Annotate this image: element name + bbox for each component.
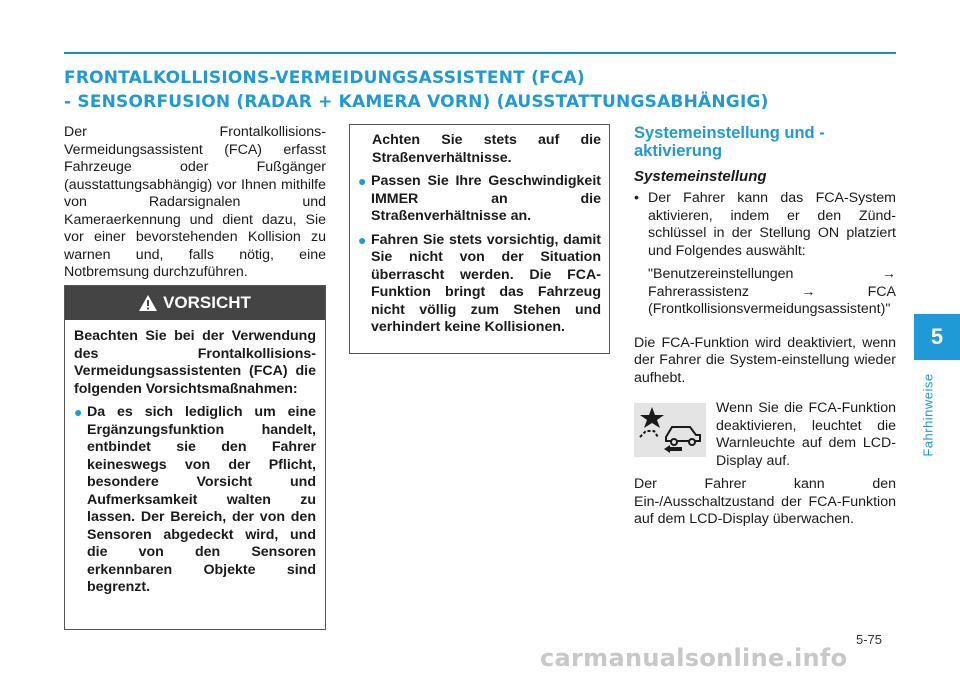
road-bullet-text: Passen Sie Ihre Geschwindigkeit IMMER an die Straßenverhältnisse an.: [371, 173, 601, 224]
section-title: [64, 66, 884, 114]
settings-bullet-text: Der Fahrer kann das FCA-System aktivieren, indem er den Zünd-schlüssel in der Stellung ON platziert und Folgendes auswählt:: [648, 190, 896, 259]
warning-light-text: Wenn Sie die FCA-Funktion deaktivieren, leuchtet die Warnleuchte auf dem LCD-Display auf.: [716, 400, 896, 469]
caution-header: [65, 286, 325, 320]
list-item: [358, 232, 601, 337]
bullet-dot-icon: ●: [74, 404, 83, 420]
menu-item-fca-full: (Frontkollisionsvermeidungsassistent)": [648, 301, 891, 317]
list-item: [74, 404, 316, 597]
caution-body: [65, 320, 325, 597]
chapter-tab: 5: [914, 314, 960, 360]
caution-lead: Beachten Sie bei der Verwendung des Frontalkollisions-Vermeidungsassistenten (FCA) die folgenden Vorsichtsmaßnahmen:: [74, 328, 316, 397]
menu-path: [634, 266, 896, 319]
arrow-right-icon: →: [881, 266, 896, 282]
settings-bullet-list: [634, 190, 896, 260]
settings-heading: Systemeinstellung und -aktivierung: [634, 124, 825, 160]
bullet-dot-icon: •: [634, 190, 639, 206]
arrow-right-icon: →: [801, 283, 816, 300]
title-line-1: FRONTALKOLLISIONS-VERMEIDUNGSASSISTENT (FCA): [64, 68, 585, 88]
caution-label: VORSICHT: [163, 293, 251, 312]
header-rule: [64, 52, 896, 54]
road-conditions-bullet-list: [358, 173, 601, 337]
caution-bullet-list: [74, 404, 316, 597]
chapter-label: [918, 370, 938, 460]
menu-item-user-settings: "Benutzereinstellungen: [648, 266, 794, 282]
warning-icon: [139, 295, 157, 311]
bullet-dot-icon: ●: [358, 231, 367, 248]
menu-path-line-1: [648, 266, 896, 284]
road-bullet-text: Fahren Sie stets vorsichtig, damit Sie nicht von der Situation überrascht werden. Die FCA-Funktion bringt das Fahrzeug nicht völlig zum Stehen und verhindert keine Kollisionen.: [371, 231, 601, 335]
caution-bullet-text: Da es sich lediglich um eine Ergänzungsfunktion handelt, entbindet sie den Fahrer keineswegs von der Pflicht, besondere Vorsicht und Aufmerksamkeit walten zu lassen. Der Bereich, der von den Sensoren abgedeckt wird, und die von den Sensoren erkennbaren Objekte sind begrenzt.: [87, 404, 316, 595]
chapter-label-text: Fahrhinweise: [920, 373, 936, 457]
list-item: [634, 190, 896, 260]
monitor-paragraph: Der Fahrer kann den Ein-/Ausschaltzustand der FCA-Funktion auf dem LCD-Display überwachen.: [634, 476, 896, 527]
list-item: [358, 173, 601, 226]
menu-item-fca: FCA: [867, 283, 896, 300]
menu-path-line-2: [648, 284, 896, 302]
deactivate-paragraph: Die FCA-Funktion wird deaktiviert, wenn der Fahrer die System-einstellung wieder aufhebt.: [634, 334, 896, 386]
settings-column: [634, 124, 896, 529]
watermark: carmanualsonline.info: [540, 644, 848, 672]
warning-light-row: [634, 400, 896, 470]
menu-item-driver-assist: Fahrerassistenz: [648, 283, 749, 300]
intro-paragraph: Der Frontalkollisions-Vermeidungsassistent (FCA) erfasst Fahrzeuge oder Fußgänger (ausstattungsabhängig) vor Ihnen mithilfe von Radarsignalen und Kameraerkennung und dient dazu, Sie vor einer bevorstehenden Kollision zu warnen und, falls nötig, eine Notbremsung durchzuführen.: [64, 124, 326, 280]
page-number: 5-75: [856, 632, 883, 647]
bullet-dot-icon: ●: [358, 173, 367, 189]
caution-box: [64, 285, 326, 630]
intro-column: [64, 124, 326, 282]
settings-subheading: Systemeinstellung: [634, 168, 767, 185]
road-conditions-box: [349, 124, 610, 354]
fca-warning-light-icon: [634, 403, 706, 457]
title-line-2: - SENSORFUSION (RADAR + KAMERA VORN) (AUSSTATTUNGSABHÄNGIG): [64, 92, 769, 112]
road-conditions-lead: Achten Sie stets auf die Straßenverhältnisse.: [372, 132, 601, 166]
